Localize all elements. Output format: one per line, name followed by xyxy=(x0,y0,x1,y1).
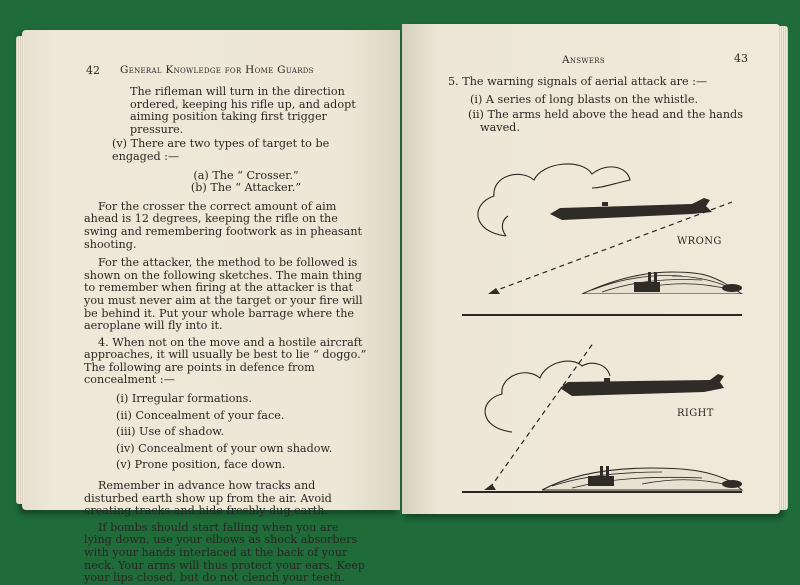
list-item: (iv) Concealment of your own shadow. xyxy=(116,441,333,455)
paragraph: For the attacker, the method to be followed is shown on the following sketches. The main thing to remember when firing at the attacker is that you must never aim at the target or your fire will be behind it. Put your whole barrage where the aeroplane will fly into it. xyxy=(84,256,363,333)
aeroplane xyxy=(560,374,724,396)
paragraph: 4. When not on the move and a hostile aircraft approaches, it will usually be best to lie “ doggo.” The following are points in defence from concealment :— xyxy=(84,335,367,387)
rifleman xyxy=(488,288,500,294)
page-number-right: 43 xyxy=(734,52,748,65)
page-edges-right xyxy=(778,26,788,510)
signal-item: (i) A series of long blasts on the whistle. xyxy=(470,92,699,106)
signal-item: (ii) The arms held above the head and the hands waved. xyxy=(468,108,743,134)
signals-heading: 5. The warning signals of aerial attack are :— xyxy=(448,75,708,88)
list-item: (i) Irregular formations. xyxy=(116,392,252,406)
list-item: (ii) Concealment of your face. xyxy=(116,408,285,422)
paragraph: Remember in advance how tracks and disturbed earth show up from the air. Avoid creating tracks and hide freshly dug earth. xyxy=(84,479,332,518)
open-book xyxy=(22,30,784,585)
right-page-body xyxy=(448,76,748,134)
left-page xyxy=(22,30,400,585)
target-type: (b) The “ Attacker.” xyxy=(190,181,302,195)
ground-line xyxy=(462,491,742,493)
list-item: (iii) Use of shadow. xyxy=(116,425,225,439)
target-type: (a) The “ Crosser.” xyxy=(193,168,299,182)
paragraph: For the crosser the correct amount of aim ahead is 12 degrees, keeping the rifle on the swing and remembering footwork as in pheasant shooting. xyxy=(84,199,363,251)
cloud xyxy=(478,164,630,236)
right-page xyxy=(402,24,780,514)
paragraph: The rifleman will turn in the direction ordered, keeping his rifle up, and adopt aiming position taking first trigger pressure. xyxy=(130,85,356,136)
cloud xyxy=(485,361,610,432)
hill xyxy=(542,466,742,490)
cloud xyxy=(502,216,508,236)
ground-line xyxy=(462,314,742,316)
hill xyxy=(582,272,742,294)
list-item: (v) Prone position, face down. xyxy=(116,458,286,472)
sketch-wrong xyxy=(442,144,752,294)
aeroplane xyxy=(550,198,712,220)
paragraph: (v) There are two types of target to be engaged :— xyxy=(112,137,330,163)
running-header-left: General Knowledge for Home Guards xyxy=(120,64,314,76)
paragraph: If bombs should start falling when you are lying down, use your elbows as shock absorbers with your hands interlaced at the back of your neck. Your arms will thus protect your ears. Keep your lips closed, but do not clench your teeth. xyxy=(84,520,366,585)
page-number-left: 42 xyxy=(86,64,100,77)
page-edges-left xyxy=(16,36,24,504)
sketch-label-right: RIGHT xyxy=(677,408,714,419)
rifleman xyxy=(484,484,496,490)
sketch-label-wrong: WRONG xyxy=(677,236,722,247)
left-page-body xyxy=(84,86,368,585)
running-header-right: Answers xyxy=(562,54,605,66)
